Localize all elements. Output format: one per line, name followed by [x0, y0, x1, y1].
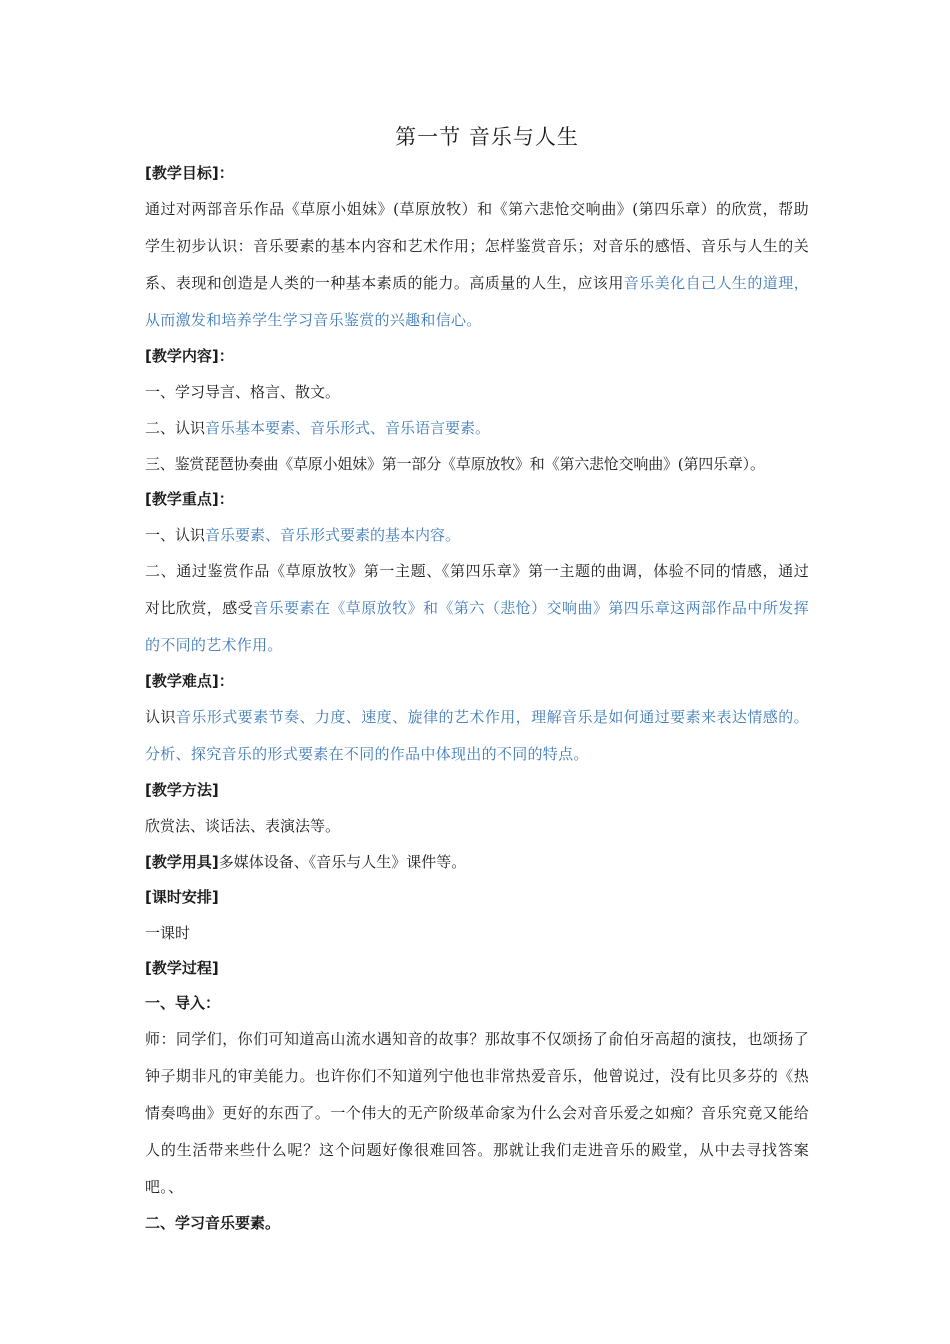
process-heading: [教学过程]	[145, 959, 219, 977]
key-point-2	[145, 553, 809, 664]
objectives-heading: [教学目标]：	[145, 164, 234, 182]
content-item-2	[145, 410, 809, 446]
content-item-3: 三、鉴赏琵琶协奏曲《草原小姐妹》第一部分《草原放牧》和《第六悲怆交响曲》(第四乐章）。	[145, 455, 765, 473]
schedule-heading: [课时安排]	[145, 888, 219, 906]
tools-text: 多媒体设备、《音乐与人生》课件等。	[218, 853, 467, 871]
process-step-1-text: 师：同学们，你们可知道高山流水遇知音的故事？那故事不仅颂扬了俞伯牙高超的演技，也颂扬了钟子期非凡的审美能力。也许你们不知道列宁他也非常热爱音乐，他曾说过，没有比贝多芬的《热情奏鸣曲》更好的东西了。一个伟大的无产阶级革命家为什么会对音乐爱之如痴？音乐究竟又能给人的生活带来些什么呢？这个问题好像很难回答。那就让我们走进音乐的殿堂，从中去寻找答案吧。、	[145, 1030, 809, 1196]
key-point-1-highlight: 音乐要素、音乐形式要素的基本内容。	[205, 526, 461, 544]
difficulties-paragraph	[145, 699, 809, 773]
difficulties-heading: [教学难点]：	[145, 672, 234, 690]
key-point-2-highlight: 音乐要素在《草原放牧》和《第六（悲怆）交响曲》第四乐章这两部作品中所发挥的不同的艺术作用。	[145, 599, 809, 654]
difficulties-prefix: 认识	[145, 708, 176, 726]
key-point-1-prefix: 一、认识	[145, 526, 206, 544]
objectives-text-highlight: 音乐美化自己人生的道理，从而激发和培养学生学习音乐鉴赏的兴趣和信心。	[145, 274, 809, 329]
content-item-2-highlight: 音乐基本要素、音乐形式、音乐语言要素。	[205, 419, 491, 437]
content-item-1: 一、学习导言、格言、散文。	[145, 383, 341, 401]
tools-line	[145, 844, 809, 880]
process-step-1-heading: 一、导入：	[145, 994, 221, 1012]
process-step-2-heading: 二、学习音乐要素。	[145, 1214, 281, 1232]
key-points-heading: [教学重点]：	[145, 490, 234, 508]
difficulties-highlight: 音乐形式要素节奏、力度、速度、旋律的艺术作用，理解音乐是如何通过要素来表达情感的。分析、探究音乐的形式要素在不同的作品中体现出的不同的特点。	[145, 708, 809, 763]
document-page	[145, 118, 809, 1241]
key-point-2-text: 二、通过鉴赏作品《草原放牧》第一主题、《第四乐章》第一主题的曲调，体验不同的情感，通过对比欣赏，感受	[145, 562, 809, 617]
content-item-2-prefix: 二、认识	[145, 419, 206, 437]
content-heading: [教学内容]：	[145, 347, 234, 365]
methods-text: 欣赏法、谈话法、表演法等。	[145, 817, 341, 835]
tools-heading: [教学用具]	[145, 853, 219, 871]
key-point-1	[145, 517, 809, 553]
objectives-paragraph	[145, 191, 809, 339]
page-title: 第一节 音乐与人生	[395, 125, 579, 149]
objectives-text: 通过对两部音乐作品《草原小姐妹》(草原放牧）和《第六悲怆交响曲》(第四乐章）的欣赏，帮助学生初步认识：音乐要素的基本内容和艺术作用；怎样鉴赏音乐；对音乐的感悟、音乐与人生的关系、表现和创造是人类的一种基本素质的能力。高质量的人生，应该用	[145, 200, 809, 292]
schedule-text: 一课时	[145, 924, 191, 942]
methods-heading: [教学方法]	[145, 781, 219, 799]
